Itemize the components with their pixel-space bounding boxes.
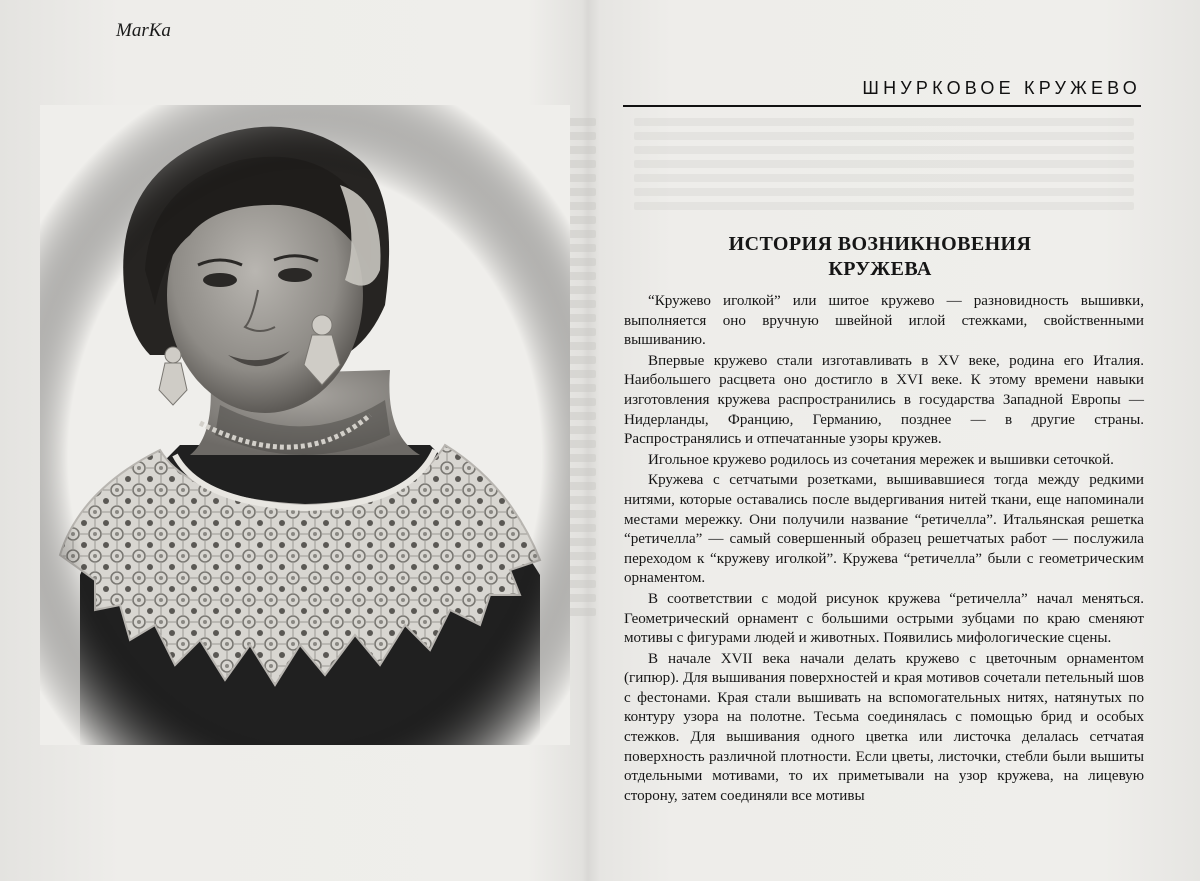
article-title-line2: КРУЖЕВА (828, 258, 932, 280)
paragraph: В начале XVII века начали делать кружево с цветочным орнаментом (гипюр). Для вышивания поверхностей и края мотивов сочетали петельный шов с фестонами. Края стали вышивать на вспомогательных нитях, натянутых по контуру узора на полотне. Тесьма соединялась с помощью брид и особых стежков. Для вышивания одного цветка или листочка делалась сетчатая поверхность различной плотности. Если цветы, листочки, стебли были вышиты отдельными мотивами, то их приметывали на узор кружева, на лицевую сторону, затем соединяли все мотивы (624, 650, 1144, 804)
article-body (624, 292, 1144, 807)
paragraph: Игольное кружево родилось из сочетания мережек и вышивки сеточкой. (648, 451, 1114, 468)
watermark: MarKa (116, 20, 171, 41)
portrait-photo (40, 105, 570, 745)
article-title-line1: ИСТОРИЯ ВОЗНИКНОВЕНИЯ (728, 233, 1032, 255)
article-title (680, 232, 1080, 282)
running-header: ШНУРКОВОЕ КРУЖЕВО (623, 78, 1141, 107)
paragraph: Кружева с сетчатыми розетками, вышивавшиеся тогда между редкими нитями, которые оставались после выдергивания нитей ткани, еще напоминали местами мережку. Они получили название “ретичелла”. Итальянская решетка “ретичелла” — самый совершенный образец решетчатых работ — послужила переходом к “кружеву иголкой”. Кружева “ретичелла” были с геометрическим орнаментом. (624, 472, 1144, 587)
paragraph: “Кружево иголкой” или шитое кружево — разновидность вышивки, выполняется оно вручную швейной иглой стежками, свойственными вышиванию. (624, 293, 1144, 349)
paragraph: Впервые кружево стали изготавливать в XV веке, родина его Италия. Наибольшего расцвета оно достигло в XVI веке. К этому времени навыки изготовления кружева распространились в государства Западной Европы — Нидерланды, Францию, Германию, позднее — в другие страны. Распространялись и отпечатанные узоры кружев. (624, 352, 1144, 448)
paragraph: В соответствии с модой рисунок кружева “ретичелла” начал меняться. Геометрический орнамент с большими острыми зубцами по краю сменяют мотивы с фигурами людей и животных. Появились мифологические сцены. (624, 590, 1144, 647)
bleed-through-right (634, 112, 1134, 242)
